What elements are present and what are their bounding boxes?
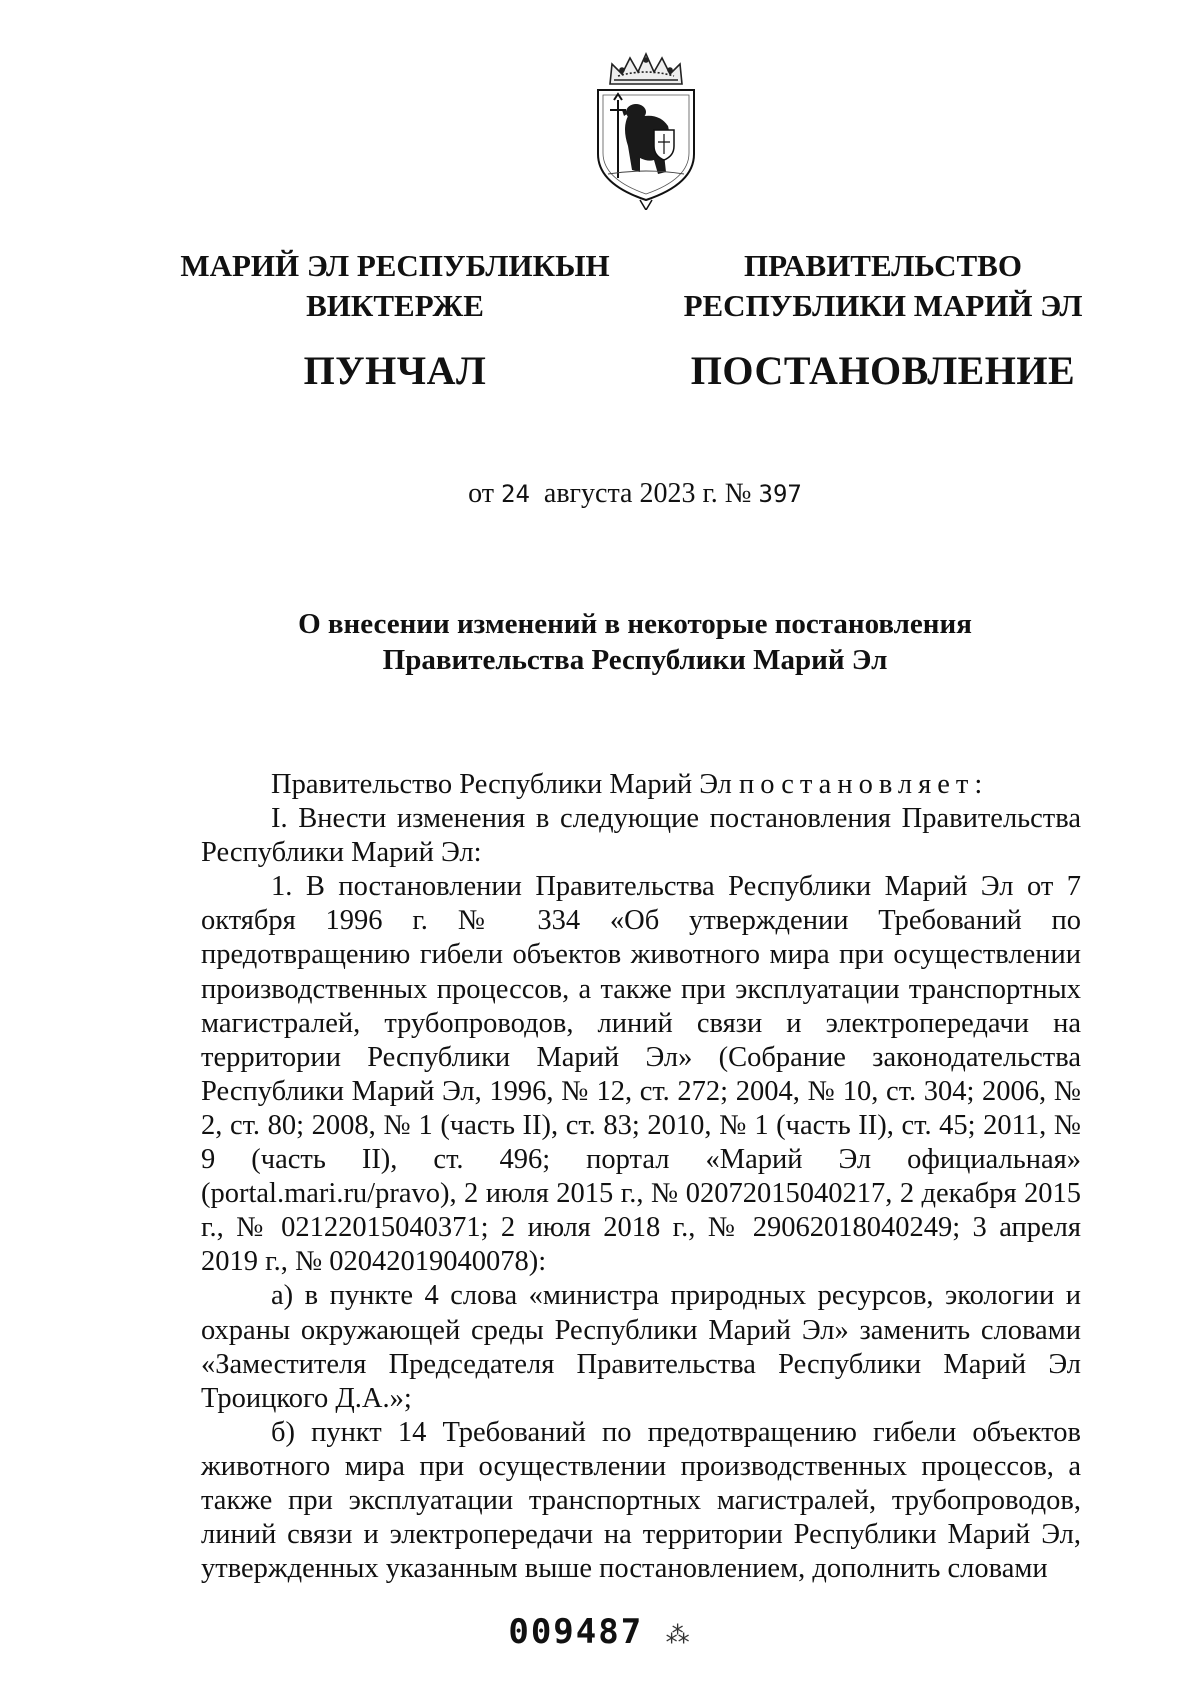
serial-number: 009487 [508, 1612, 644, 1652]
form-serial-number [0, 1612, 1200, 1652]
header-russian [658, 246, 1108, 396]
header-mari-line1: МАРИЙ ЭЛ РЕСПУБЛИКЫН [180, 248, 610, 283]
header-russian-line1: ПРАВИТЕЛЬСТВО [744, 248, 1022, 283]
document-body [201, 768, 1081, 1586]
header-mari-line2: ВИКТЕРЖЕ [306, 288, 484, 323]
body-paragraph-3: а) в пункте 4 слова «министра природных ресурсов, экологии и охраны окружающей среды Республики Марий Эл» заменить словами «Заместителя Председателя Правительства Республики Марий Эл Троицкого Д.А.»; [201, 1280, 1081, 1414]
body-intro-verb: постановляет: [739, 769, 989, 800]
header-mari-kind: ПУНЧАЛ [303, 348, 487, 393]
document-date [0, 478, 1200, 510]
document-number: 397 [758, 480, 802, 508]
subject-line1: О внесении изменений в некоторые постановления [298, 608, 972, 640]
subject-line2: Правительства Республики Марий Эл [382, 644, 888, 676]
header-mari [170, 246, 620, 396]
date-month-year: августа 2023 г. № [543, 478, 752, 509]
document-subject [200, 606, 1070, 678]
body-intro-text: Правительство Республики Марий Эл [271, 769, 732, 800]
small-shield-icon [654, 130, 674, 160]
body-paragraph-1: I. Внести изменения в следующие постановления Правительства Республики Марий Эл: [201, 803, 1081, 869]
body-paragraph-4: б) пункт 14 Требований по предотвращению гибели объектов животного мира при осуществлении производственных процессов, а также при эксплуатации транспортных магистралей, трубопроводов, линий связи и электропередачи на территории Республики Марий Эл, утвержденных указанным выше постановлением, дополнить словами [201, 1416, 1081, 1585]
date-day: 24 [501, 480, 530, 508]
body-paragraph-2: 1. В постановлении Правительства Республики Марий Эл от 7 октября 1996 г. № 334 «Об утверждении Требований по предотвращению гибели объектов животного мира при осуществлении производственных процессов, а также при эксплуатации транспортных магистралей, трубопроводов, линий связи и электропередачи на территории Республики Марий Эл» (Собрание законодательства Республики Марий Эл, 1996, № 12, ст. 272; 2004, № 10, ст. 304; 2006, № 2, ст. 80; 2008, № 1 (часть II), ст. 83; 2010, № 1 (часть II), ст. 45; 2011, № 9 (часть II), ст. 496; портал «Марий Эл официальная» (portal.mari.ru/pravo), 2 июля 2015 г., № 02072015040217, 2 декабря 2015 г., № 02122015040371; 2 июля 2018 г., № 29062018040249; 3 апреля 2019 г., № 02042019040078): [201, 871, 1081, 1278]
asterism-icon: ⁂ [665, 1621, 692, 1649]
crown-icon [610, 54, 682, 84]
date-prefix: от [468, 478, 494, 509]
body-intro [201, 768, 1081, 802]
coat-of-arms-icon [588, 50, 704, 210]
header-russian-kind: ПОСТАНОВЛЕНИЕ [690, 348, 1076, 393]
header-russian-line2: РЕСПУБЛИКИ МАРИЙ ЭЛ [683, 288, 1083, 323]
